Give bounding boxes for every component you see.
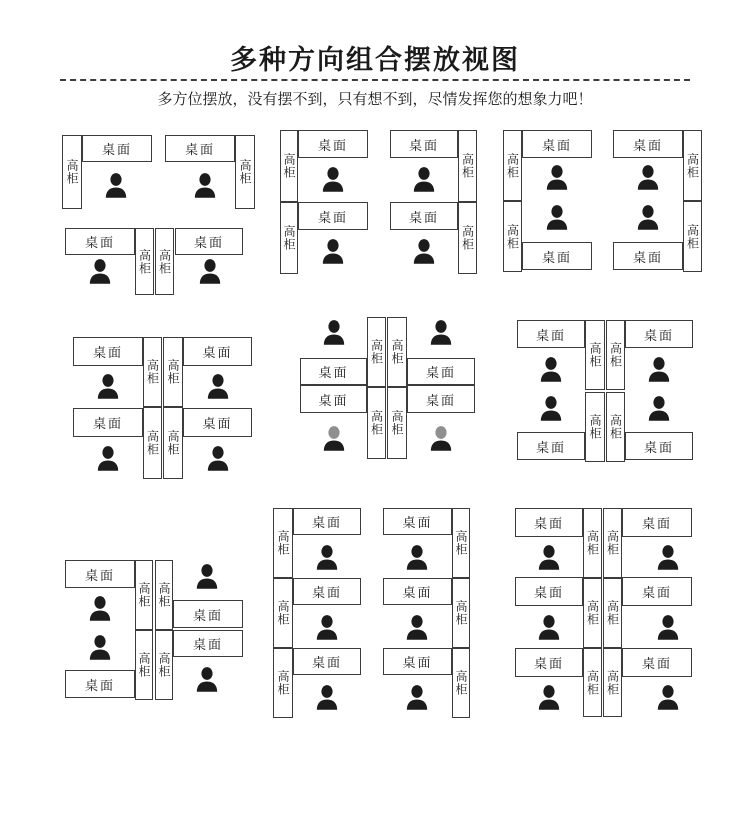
desk-box [300, 358, 367, 385]
cabinet-label: 高柜 [145, 359, 160, 385]
person-icon [87, 634, 113, 664]
desk-box [73, 337, 143, 366]
cabinet-label: 高柜 [65, 159, 79, 185]
desk-label: 桌面 [533, 586, 564, 601]
person-icon [411, 166, 437, 196]
cabinet-box [155, 630, 173, 700]
desk-label: 桌面 [402, 656, 433, 671]
cabinet-box [458, 202, 477, 274]
cabinet-label: 高柜 [276, 600, 290, 626]
desk-label: 桌面 [318, 366, 349, 381]
cabinet-box [583, 578, 602, 648]
desk-label: 桌面 [317, 138, 348, 154]
cabinet-label: 高柜 [145, 430, 160, 456]
desk-label: 桌面 [202, 346, 233, 361]
desk-label: 桌面 [311, 516, 342, 531]
person-icon [655, 684, 681, 714]
person-icon [536, 614, 562, 644]
cabinet-label: 高柜 [454, 530, 468, 556]
person-icon [536, 684, 562, 714]
cabinet-label: 高柜 [166, 430, 180, 456]
person-icon [87, 258, 113, 288]
layout-top-left [45, 128, 258, 300]
cabinet-label: 高柜 [369, 339, 384, 365]
desk-label: 桌面 [318, 393, 349, 409]
cabinet-label: 高柜 [588, 414, 602, 440]
cabinet-label: 高柜 [137, 652, 151, 678]
desk-box [515, 648, 583, 677]
desk-label: 桌面 [311, 656, 342, 671]
person-icon [646, 356, 672, 386]
desk-label: 桌面 [311, 586, 342, 601]
desk-box [515, 577, 583, 606]
cabinet-label: 高柜 [282, 225, 296, 251]
cabinet-box [585, 392, 605, 462]
desk-box [390, 130, 458, 158]
desk-label: 桌面 [535, 440, 566, 456]
cabinet-box [503, 201, 522, 272]
desk-label: 桌面 [541, 250, 572, 266]
person-icon [655, 544, 681, 574]
cabinet-label: 高柜 [585, 530, 600, 556]
desk-box [293, 578, 361, 605]
cabinet-label: 高柜 [460, 225, 475, 251]
cabinet-label: 高柜 [276, 530, 290, 556]
person-icon [205, 445, 231, 475]
cabinet-label: 高柜 [454, 670, 468, 696]
cabinet-box [603, 648, 622, 717]
cabinet-box [367, 387, 386, 459]
cabinet-label: 高柜 [685, 152, 700, 179]
desk-label: 桌面 [402, 516, 433, 531]
desk-box [622, 648, 692, 677]
desk-label: 桌面 [641, 517, 672, 532]
person-icon [320, 166, 346, 196]
layout-middle-left [73, 337, 252, 479]
cabinet-box [155, 228, 174, 295]
page-subtitle: 多方位摆放，没有摆不到，只有想不到，尽情发挥您的想象力吧！ [157, 90, 593, 108]
cabinet-box [143, 407, 162, 479]
desk-box [293, 648, 361, 675]
desk-box [165, 135, 235, 162]
desk-label: 桌面 [202, 417, 233, 432]
desk-label: 桌面 [632, 250, 663, 266]
cabinet-box [606, 320, 625, 390]
cabinet-box [583, 648, 602, 717]
desk-box [613, 130, 683, 158]
person-icon [538, 395, 564, 425]
layout-middle-center [300, 317, 475, 460]
cabinet-box [458, 130, 477, 202]
desk-box [300, 385, 367, 413]
person-icon [544, 204, 570, 234]
desk-label: 桌面 [641, 586, 672, 601]
cabinet-label: 高柜 [605, 530, 620, 556]
cabinet-box [683, 201, 702, 272]
cabinet-box [135, 228, 154, 295]
layout-bottom-middle [273, 508, 470, 718]
desk-box [65, 670, 135, 698]
person-icon [314, 614, 340, 644]
page-title: 多种方向组合摆放视图 [230, 45, 520, 76]
cabinet-box [503, 130, 522, 201]
cabinet-label: 高柜 [585, 600, 600, 626]
person-icon [95, 373, 121, 403]
cabinet-box [163, 407, 183, 479]
person-icon [103, 172, 129, 202]
cabinet-box [62, 135, 82, 209]
layout-bottom-right [515, 508, 692, 717]
person-icon [192, 172, 218, 202]
desk-label: 桌面 [317, 210, 348, 226]
cabinet-box [367, 317, 386, 387]
cabinet-box [135, 630, 153, 700]
person-icon [314, 544, 340, 574]
desk-label: 桌面 [408, 210, 439, 226]
desk-label: 桌面 [192, 608, 223, 624]
cabinet-label: 高柜 [605, 669, 620, 696]
person-icon [314, 684, 340, 714]
cabinet-label: 高柜 [369, 410, 384, 436]
cabinet-box [603, 578, 622, 648]
person-icon [404, 544, 430, 574]
desk-label: 桌面 [533, 657, 564, 672]
desk-label: 桌面 [643, 440, 674, 456]
person-icon [428, 319, 454, 349]
cabinet-box [452, 648, 470, 718]
cabinet-box [163, 337, 183, 407]
cabinet-label: 高柜 [585, 669, 600, 696]
person-icon [320, 238, 346, 268]
desk-box [625, 320, 693, 348]
desk-box [82, 135, 152, 162]
person-icon [321, 425, 347, 455]
person-icon [194, 563, 220, 593]
desk-box [622, 577, 692, 606]
desk-box [298, 202, 368, 230]
desk-box [298, 130, 368, 158]
cabinet-label: 高柜 [608, 414, 623, 440]
desk-label: 桌面 [92, 417, 123, 432]
cabinet-label: 高柜 [137, 248, 152, 275]
person-icon [87, 595, 113, 625]
desk-box [517, 320, 585, 348]
desk-box [407, 358, 475, 385]
desk-label: 桌面 [84, 236, 115, 251]
cabinet-box [387, 387, 407, 459]
desk-label: 桌面 [535, 328, 566, 344]
cabinet-box [585, 320, 605, 390]
person-icon [205, 373, 231, 403]
cabinet-label: 高柜 [276, 670, 290, 696]
desk-box [173, 600, 243, 628]
cabinet-label: 高柜 [238, 159, 252, 185]
desk-label: 桌面 [643, 328, 674, 344]
cabinet-label: 高柜 [454, 600, 468, 626]
person-icon [538, 356, 564, 386]
desk-box [293, 508, 361, 535]
desk-box [390, 202, 458, 230]
cabinet-box [683, 130, 702, 201]
desk-box [65, 560, 135, 588]
desk-label: 桌面 [641, 657, 672, 672]
person-icon [536, 544, 562, 574]
desk-box [65, 228, 135, 255]
cabinet-label: 高柜 [588, 342, 602, 368]
cabinet-label: 高柜 [157, 582, 171, 608]
cabinet-label: 高柜 [157, 248, 172, 275]
desk-box [515, 508, 583, 537]
layout-bottom-left [65, 558, 243, 718]
desk-label: 桌面 [402, 586, 433, 601]
cabinet-label: 高柜 [166, 359, 180, 385]
cabinet-label: 高柜 [460, 153, 475, 179]
desk-box [383, 578, 452, 605]
person-icon [194, 666, 220, 696]
cabinet-box [280, 202, 298, 274]
cabinet-box [143, 337, 162, 407]
person-icon [95, 445, 121, 475]
cabinet-box [135, 560, 153, 630]
cabinet-box [583, 508, 602, 578]
cabinet-box [273, 578, 293, 648]
person-icon [411, 238, 437, 268]
cabinet-label: 高柜 [505, 223, 520, 250]
cabinet-label: 高柜 [505, 152, 520, 179]
cabinet-box [273, 648, 293, 718]
cabinet-box [603, 508, 622, 578]
desk-label: 桌面 [84, 678, 115, 694]
cabinet-box [606, 392, 625, 462]
person-icon [646, 395, 672, 425]
desk-box [175, 228, 243, 255]
cabinet-box [273, 508, 293, 578]
person-icon [655, 614, 681, 644]
desk-label: 桌面 [425, 366, 456, 381]
cabinet-box [452, 508, 470, 578]
cabinet-label: 高柜 [282, 153, 296, 179]
person-icon [404, 614, 430, 644]
person-icon [197, 258, 223, 288]
person-icon [635, 164, 661, 194]
person-icon [635, 204, 661, 234]
cabinet-label: 高柜 [685, 223, 700, 250]
desk-box [173, 630, 243, 657]
cabinet-box [235, 135, 255, 209]
person-icon [428, 425, 454, 455]
cabinet-box [452, 578, 470, 648]
cabinet-label: 高柜 [137, 582, 151, 608]
desk-label: 桌面 [541, 138, 572, 154]
desk-box [183, 408, 252, 437]
desk-label: 桌面 [192, 638, 223, 653]
desk-label: 桌面 [425, 393, 456, 409]
desk-box [383, 648, 452, 675]
desk-label: 桌面 [184, 143, 215, 158]
desk-box [622, 508, 692, 537]
desk-label: 桌面 [408, 138, 439, 154]
layout-top-right [495, 128, 702, 272]
cabinet-label: 高柜 [390, 339, 404, 365]
person-icon [544, 164, 570, 194]
desk-box [613, 242, 683, 270]
cabinet-label: 高柜 [605, 600, 620, 626]
desk-box [522, 130, 592, 158]
desk-box [625, 432, 693, 460]
layout-middle-right [517, 320, 693, 462]
desk-box [522, 242, 592, 270]
cabinet-label: 高柜 [157, 652, 171, 678]
desk-label: 桌面 [92, 346, 123, 361]
person-icon [404, 684, 430, 714]
person-icon [321, 319, 347, 349]
desk-label: 桌面 [193, 236, 224, 251]
desk-box [183, 337, 252, 366]
desk-box [407, 385, 475, 413]
desk-box [383, 508, 452, 535]
cabinet-box [387, 317, 407, 387]
cabinet-label: 高柜 [390, 410, 404, 436]
cabinet-label: 高柜 [608, 342, 623, 368]
desk-box [73, 408, 143, 437]
desk-box [517, 432, 585, 460]
desk-label: 桌面 [84, 568, 115, 584]
cabinet-box [155, 560, 173, 630]
desk-label: 桌面 [533, 517, 564, 532]
cabinet-box [280, 130, 298, 202]
layout-top-middle [268, 128, 477, 274]
desk-label: 桌面 [101, 143, 132, 158]
desk-label: 桌面 [632, 138, 663, 154]
